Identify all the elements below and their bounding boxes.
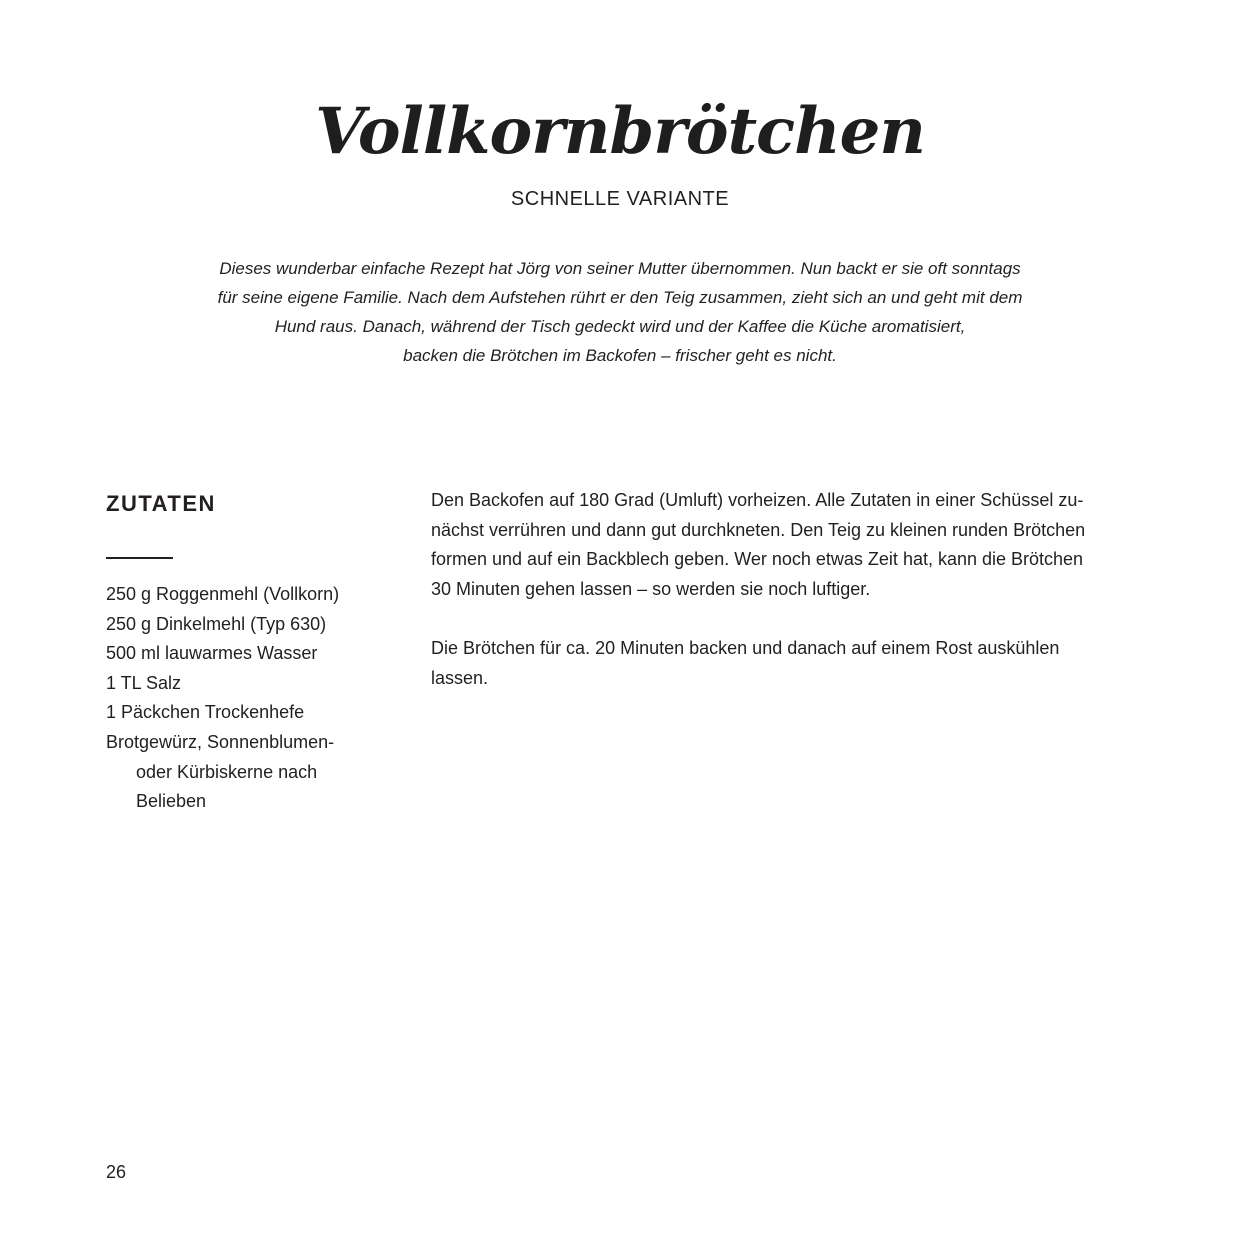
instruction-line: lassen. <box>431 667 489 688</box>
ingredient-item: 250 g Dinkelmehl (Typ 630) <box>106 613 327 634</box>
ingredient-item: 1 TL Salz <box>106 672 182 693</box>
ingredient-item: 1 Päckchen Trockenhefe <box>106 702 305 723</box>
instruction-line: nächst verrühren und dann gut durchkneten. Den Teig zu kleinen runden Brötchen <box>431 519 1086 540</box>
intro-line: backen die Brötchen im Backofen – frischer geht es nicht. <box>403 346 837 365</box>
ingredients-list <box>106 580 386 817</box>
intro-line: Hund raus. Danach, während der Tisch gedeckt wird und der Kaffee die Küche aromatisiert, <box>274 317 966 336</box>
ingredient-line: Belieben <box>136 791 207 812</box>
intro-line: für seine eigene Familie. Nach dem Aufstehen rührt er den Teig zusammen, zieht sich an und geht mit dem <box>217 288 1023 307</box>
instructions <box>431 486 1131 723</box>
instruction-line: Den Backofen auf 180 Grad (Umluft) vorheizen. Alle Zutaten in einer Schüssel zu- <box>431 490 1084 510</box>
ingredients-heading: ZUTATEN <box>106 491 216 516</box>
instruction-line: formen und auf ein Backblech geben. Wer noch etwas Zeit hat, kann die Brötchen <box>431 549 1084 570</box>
ingredient-item-optional <box>106 728 386 817</box>
recipe-title: Vollkornbrötchen <box>315 94 925 169</box>
instruction-paragraph <box>431 486 1131 604</box>
intro-paragraph <box>170 254 1070 370</box>
ingredient-line: oder Kürbiskerne nach <box>136 761 318 782</box>
instruction-line: 30 Minuten gehen lassen – so werden sie noch luftiger. <box>431 578 871 599</box>
instruction-paragraph <box>431 634 1131 693</box>
intro-line: Dieses wunderbar einfache Rezept hat Jörg von seiner Mutter übernommen. Nun backt er sie oft sonntags <box>219 259 1021 278</box>
ingredient-line: Brotgewürz, Sonnenblumen- <box>106 731 335 752</box>
ingredient-item: 500 ml lauwarmes Wasser <box>106 643 318 664</box>
instruction-line: Die Brötchen für ca. 20 Minuten backen und danach auf einem Rost auskühlen <box>431 637 1060 658</box>
recipe-subtitle: SCHNELLE VARIANTE <box>510 188 730 210</box>
ingredient-item: 250 g Roggenmehl (Vollkorn) <box>106 584 340 604</box>
ingredients-divider <box>106 557 173 559</box>
page-number: 26 <box>106 1162 127 1182</box>
